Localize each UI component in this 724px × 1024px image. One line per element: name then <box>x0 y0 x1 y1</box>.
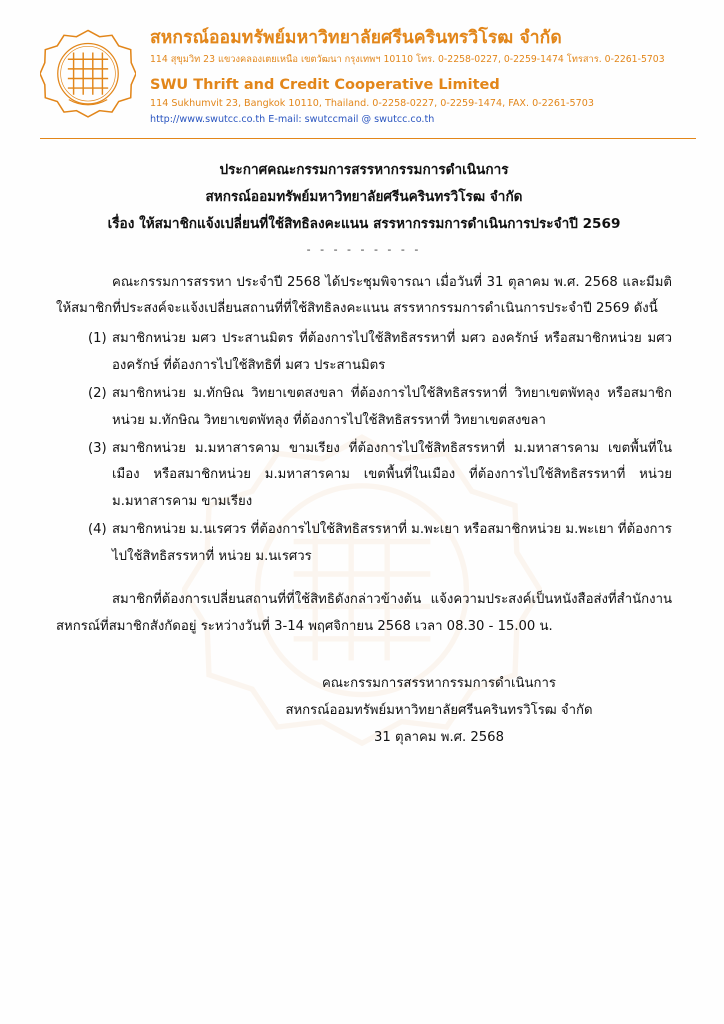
signature-block <box>56 670 672 751</box>
org-website-email: http://www.swutcc.co.th E-mail: swutccmail @ swutcc.co.th <box>150 113 435 125</box>
document-body <box>0 139 724 751</box>
list-item-number: (1) <box>88 331 107 347</box>
signature-line-1: คณะกรรมการสรรหากรรมการดำเนินการ <box>321 676 557 692</box>
subject-line: เรื่อง ให้สมาชิกแจ้งเปลี่ยนที่ใช้สิทธิลงคะแนน สรรหากรรมการดำเนินการประจำปี 2569 <box>107 216 621 233</box>
signature-line-2: สหกรณ์ออมทรัพย์มหาวิทยาลัยศรีนครินทรวิโรฒ จำกัด <box>285 703 593 719</box>
list-item <box>56 436 672 515</box>
list-item-number: (4) <box>88 522 107 538</box>
org-name-english: SWU Thrift and Credit Cooperative Limited <box>150 76 500 93</box>
intro-paragraph: คณะกรรมการสรรหา ประจำปี 2568 ได้ประชุมพิจารณา เมื่อวันที่ 31 ตุลาคม พ.ศ. 2568 และมีมติ ให้สมาชิกที่ประสงค์จะแจ้งเปลี่ยนสถานที่ที่ใช้สิทธิลงคะแนน สรรหากรรมการดำเนินการประจำปี 2569 ดังนี้ <box>56 274 672 316</box>
title-block <box>56 157 672 239</box>
list-item-number: (3) <box>88 441 107 456</box>
list-item-text: สมาชิกหน่วย ม.ทักษิณ วิทยาเขตสงขลา ที่ต้องการไปใช้สิทธิสรรหาที่ วิทยาเขตพัทลุง หรือสมาชิกหน่วย ม.ทักษิณ วิทยาเขตพัทลุง ที่ต้องการไปใช้สิทธิสรรหาที่ วิทยาเขตสงขลา <box>112 386 672 428</box>
list-item <box>56 517 672 570</box>
title-line-2: สหกรณ์ออมทรัพย์มหาวิทยาลัยศรีนครินทรวิโรฒ จำกัด <box>205 189 523 206</box>
list-item <box>56 326 672 379</box>
list-item-number: (2) <box>88 386 107 402</box>
title-divider: - - - - - - - - - <box>306 242 422 256</box>
letterhead <box>0 0 724 134</box>
org-name-thai: สหกรณ์ออมทรัพย์มหาวิทยาลัยศรีนครินทรวิโรฒ จำกัด <box>150 28 562 48</box>
conditions-list <box>56 326 672 570</box>
cooperative-logo-icon <box>40 26 136 130</box>
list-item <box>56 381 672 434</box>
closing-paragraph: สมาชิกที่ต้องการเปลี่ยนสถานที่ที่ใช้สิทธิดังกล่าวข้างต้น แจ้งความประสงค์เป็นหนังสือส่งที่สำนักงานสหกรณ์ที่สมาชิกสังกัดอยู่ ระหว่างวันที่ 3-14 พฤศจิกายน 2568 เวลา 08.30 - 15.00 น. <box>56 592 672 635</box>
org-address-english: 114 Sukhumvit 23, Bangkok 10110, Thailand. 0-2258-0227, 0-2259-1474, FAX. 0-2261-5703 <box>150 97 594 109</box>
list-item-text: สมาชิกหน่วย ม.นเรศวร ที่ต้องการไปใช้สิทธิสรรหาที่ ม.พะเยา หรือสมาชิกหน่วย ม.พะเยา ที่ต้องการไปใช้สิทธิสรรหาที่ หน่วย ม.นเรศวร <box>112 522 673 564</box>
org-address-thai: 114 สุขุมวิท 23 แขวงคลองเตยเหนือ เขตวัฒนา กรุงเทพฯ 10110 โทร. 0-2258-0227, 0-2259-1474 โทรสาร. 0-2261-5703 <box>150 53 665 65</box>
signature-date: 31 ตุลาคม พ.ศ. 2568 <box>374 730 504 746</box>
list-item-text: สมาชิกหน่วย มศว ประสานมิตร ที่ต้องการไปใช้สิทธิสรรหาที่ มศว องครักษ์ หรือสมาชิกหน่วย มศว องครักษ์ ที่ต้องการไปใช้สิทธิที่ มศว ประสานมิตร <box>112 331 672 373</box>
list-item-text: สมาชิกหน่วย ม.มหาสารคาม ขามเรียง ที่ต้องการไปใช้สิทธิสรรหาที่ ม.มหาสารคาม เขตพื้นที่ในเมือง หรือสมาชิกหน่วย ม.มหาสารคาม เขตพื้นที่ในเมือง ที่ต้องการไปใช้สิทธิสรรหาที่ หน่วย ม.มหาสารคาม ขามเรียง <box>112 441 672 509</box>
closing-block <box>56 586 672 640</box>
title-line-1: ประกาศคณะกรรมการสรรหากรรมการดำเนินการ <box>219 162 509 178</box>
